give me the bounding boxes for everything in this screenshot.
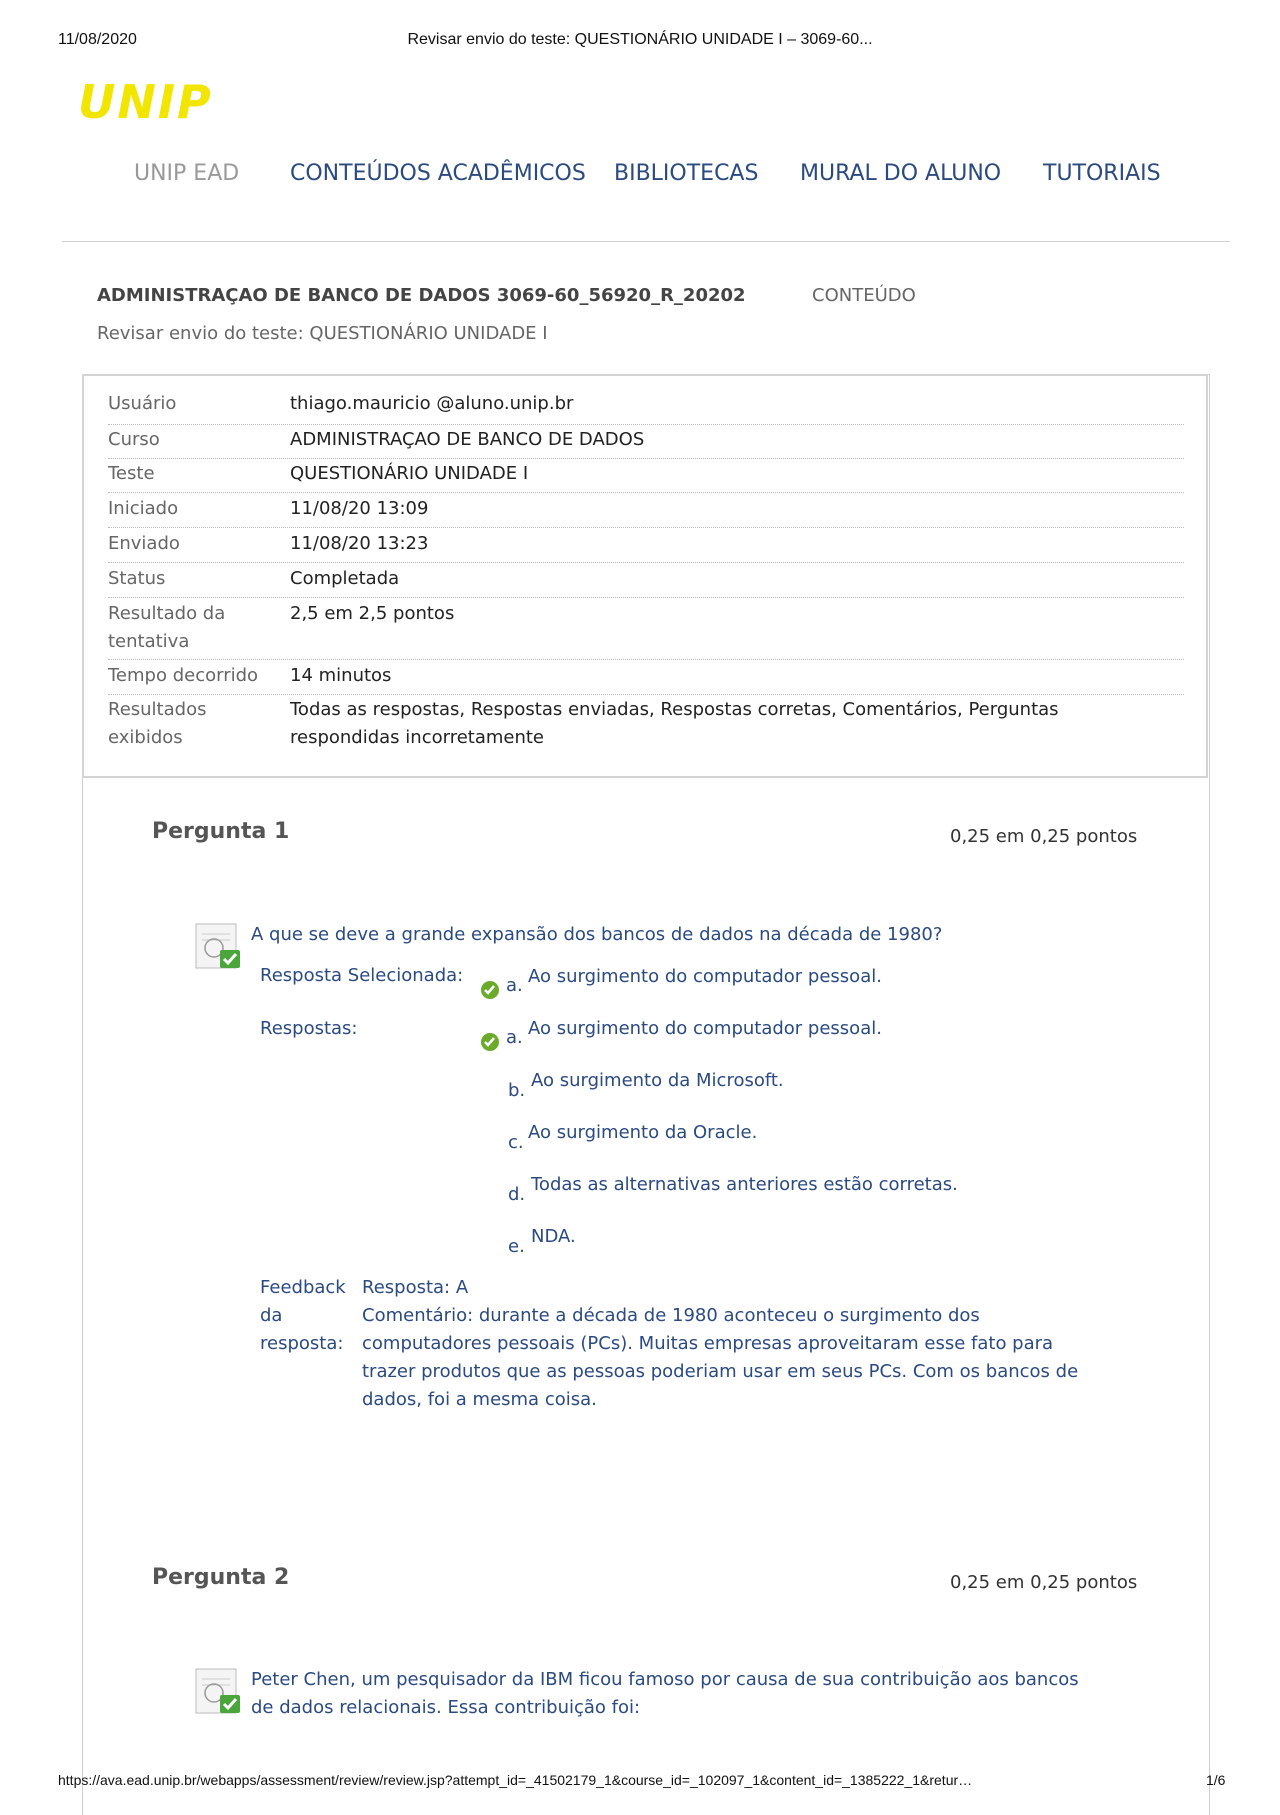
correct-question-icon	[192, 1667, 248, 1717]
summary-value: ADMINISTRAÇAO DE BANCO DE DADOS	[290, 429, 645, 450]
unip-logo-graphic	[78, 80, 274, 126]
summary-row	[108, 600, 1184, 660]
selected-answer-letter: a.	[506, 975, 523, 996]
summary-value: thiago.mauricio @aluno.unip.br	[290, 393, 574, 414]
answer-text: Ao surgimento da Oracle.	[528, 1122, 758, 1143]
course-title[interactable]: ADMINISTRAÇAO DE BANCO DE DADOS 3069-60_56920_R_20202	[97, 285, 746, 306]
page-url: https://ava.ead.unip.br/webapps/assessment/review/review.jsp?attempt_id=_41502179_1&course_id=_102097_1&content_id=_1385222_1&retur…	[58, 1772, 973, 1788]
page-subtitle: Revisar envio do teste: QUESTIONÁRIO UNIDADE I	[97, 323, 548, 344]
question-2-title: Pergunta 2	[152, 1565, 290, 1590]
summary-row	[108, 426, 1184, 459]
feedback-label: Feedback da resposta:	[260, 1277, 346, 1354]
question-1-text: A que se deve a grande expansão dos bancos de dados na década de 1980?	[251, 924, 943, 945]
content-link[interactable]: CONTEÚDO	[812, 285, 916, 306]
page-number: 1/6	[1206, 1772, 1226, 1788]
correct-check-icon	[480, 980, 500, 1000]
summary-row	[108, 696, 1184, 758]
answer-text: Ao surgimento da Microsoft.	[531, 1070, 784, 1091]
summary-label: Teste	[108, 463, 155, 484]
nav-mural-do-aluno[interactable]: MURAL DO ALUNO	[800, 161, 1002, 186]
print-title: Revisar envio do teste: QUESTIONÁRIO UNIDADE I – 3069-60...	[407, 31, 873, 48]
nav-unip-ead[interactable]: UNIP EAD	[134, 161, 240, 186]
summary-value: 11/08/20 13:23	[290, 533, 429, 554]
summary-value: 14 minutos	[290, 665, 392, 686]
summary-row	[108, 390, 1184, 425]
summary-row	[108, 495, 1184, 528]
summary-label: Curso	[108, 429, 160, 450]
question-2-points: 0,25 em 0,25 pontos	[950, 1572, 1138, 1593]
nav-divider	[62, 241, 1230, 242]
summary-label: Resultados exibidos	[108, 699, 207, 748]
summary-label: Tempo decorrido	[108, 665, 259, 686]
attempt-summary	[82, 374, 1208, 778]
answer-letter: a.	[506, 1027, 523, 1048]
feedback-answer: Resposta: A	[362, 1277, 469, 1298]
summary-value: Completada	[290, 568, 400, 589]
summary-label: Usuário	[108, 393, 177, 414]
question-1-title: Pergunta 1	[152, 819, 290, 844]
answers-label: Respostas:	[260, 1018, 358, 1039]
unip-logo-text: UNIP	[78, 80, 213, 126]
answer-letter: d.	[508, 1184, 526, 1205]
summary-value: 2,5 em 2,5 pontos	[290, 603, 455, 624]
correct-question-icon	[192, 922, 248, 972]
summary-value: 11/08/20 13:09	[290, 498, 429, 519]
answer-text: Ao surgimento do computador pessoal.	[528, 1018, 882, 1039]
nav-tutoriais[interactable]: TUTORIAIS	[1043, 161, 1161, 186]
selected-answer-text: Ao surgimento do computador pessoal.	[528, 966, 882, 987]
question-2-text: Peter Chen, um pesquisador da IBM ficou famoso por causa de sua contribuição aos bancos de dados relacionais. Essa contribuição foi:	[251, 1669, 1079, 1718]
summary-row	[108, 530, 1184, 563]
answer-letter: c.	[508, 1132, 524, 1153]
summary-row	[108, 662, 1184, 695]
correct-check-icon	[480, 1032, 500, 1052]
selected-answer-label: Resposta Selecionada:	[260, 965, 464, 986]
nav-conteudos-academicos[interactable]: CONTEÚDOS ACADÊMICOS	[290, 161, 586, 186]
answer-letter: b.	[508, 1080, 526, 1101]
answer-letter: e.	[508, 1236, 525, 1257]
unip-logo[interactable]	[78, 80, 274, 126]
question-1-points: 0,25 em 0,25 pontos	[950, 826, 1138, 847]
summary-label: Resultado da tentativa	[108, 603, 226, 652]
nav-bibliotecas[interactable]: BIBLIOTECAS	[614, 161, 759, 186]
summary-value: Todas as respostas, Respostas enviadas, Respostas corretas, Comentários, Perguntas respondidas incorretamente	[290, 699, 1059, 748]
answer-text: Todas as alternativas anteriores estão corretas.	[531, 1174, 958, 1195]
feedback-comment: Comentário: durante a década de 1980 aconteceu o surgimento dos computadores pessoais (PCs). Muitas empresas aproveitaram esse fato para trazer produtos que as pessoas poderiam usar em seus PCs. Com os bancos de dados, foi a mesma coisa.	[362, 1305, 1079, 1410]
summary-row	[108, 565, 1184, 598]
summary-label: Enviado	[108, 533, 180, 554]
print-date: 11/08/2020	[58, 31, 137, 48]
summary-label: Status	[108, 568, 166, 589]
summary-label: Iniciado	[108, 498, 179, 519]
summary-row	[108, 460, 1184, 493]
summary-value: QUESTIONÁRIO UNIDADE I	[290, 463, 529, 484]
answer-text: NDA.	[531, 1226, 576, 1247]
